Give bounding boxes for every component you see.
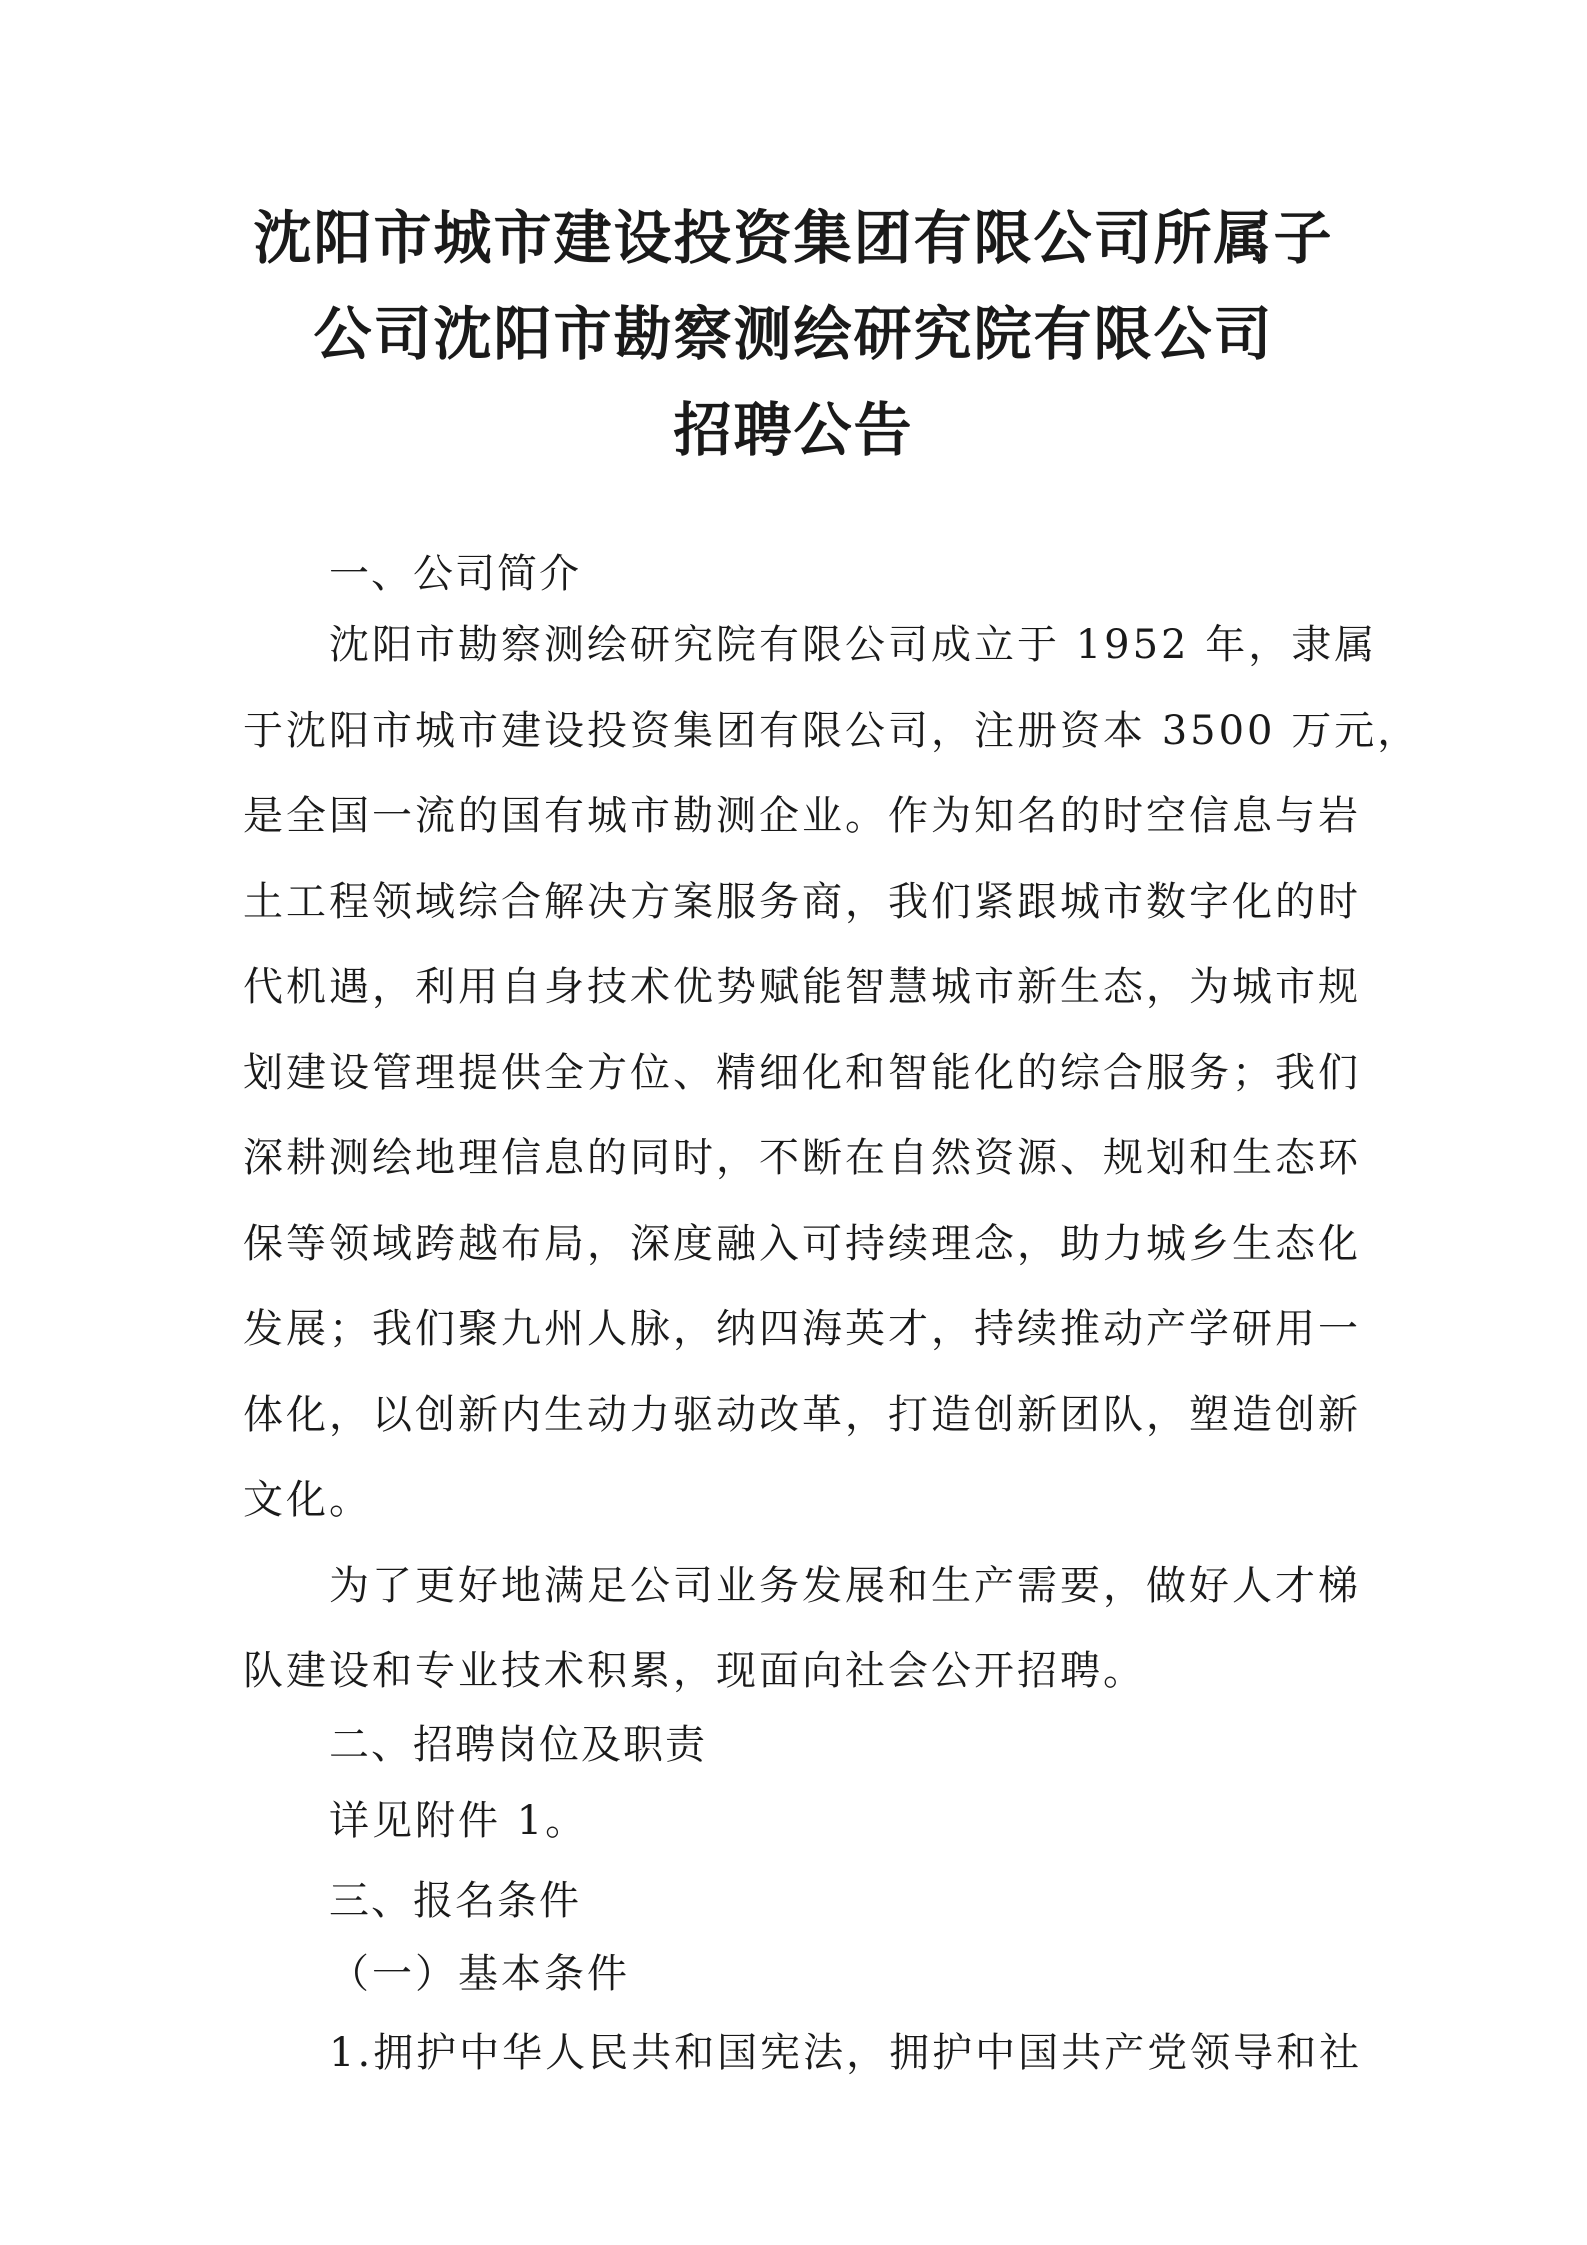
list-item: 1.拥护中华人民共和国宪法，拥护中国共产党领导和社 [329, 2030, 1363, 2076]
section-2-heading: 二、招聘岗位及职责 [329, 1722, 707, 1768]
paragraph-line: 为了更好地满足公司业务发展和生产需要，做好人才梯 [329, 1563, 1361, 1609]
paragraph-line: 深耕测绘地理信息的同时，不断在自然资源、规划和生态环 [243, 1135, 1361, 1181]
paragraph-line: 队建设和专业技术积累，现面向社会公开招聘。 [243, 1648, 1146, 1694]
paragraph-line: 体化，以创新内生动力驱动改革，打造创新团队，塑造创新 [243, 1392, 1361, 1438]
section-3-sub-heading: （一）基本条件 [329, 1951, 630, 1997]
title-line-2: 公司沈阳市勘察测绘研究院有限公司 [313, 300, 1274, 368]
paragraph-line: 土工程领域综合解决方案服务商，我们紧跟城市数字化的时 [243, 879, 1361, 925]
title-line-1: 沈阳市城市建设投资集团有限公司所属子 [253, 204, 1334, 272]
section-1-heading: 一、公司简介 [329, 551, 581, 597]
paragraph-line: 是全国一流的国有城市勘测企业。作为知名的时空信息与岩 [243, 793, 1361, 839]
paragraph-line: 代机遇，利用自身技术优势赋能智慧城市新生态，为城市规 [243, 964, 1361, 1010]
paragraph-line: 沈阳市勘察测绘研究院有限公司成立于 1952 年，隶属 [329, 622, 1378, 668]
paragraph-line: 文化。 [243, 1477, 372, 1523]
section-3-heading: 三、报名条件 [329, 1878, 581, 1924]
paragraph-line: 保等领域跨越布局，深度融入可持续理念，助力城乡生态化 [243, 1221, 1361, 1267]
document-title [0, 190, 1587, 478]
title-line-3: 招聘公告 [673, 396, 914, 464]
paragraph-line: 于沈阳市城市建设投资集团有限公司，注册资本 3500 万元， [243, 708, 1421, 754]
paragraph-line: 划建设管理提供全方位、精细化和智能化的综合服务；我们 [243, 1050, 1361, 1096]
paragraph-line: 发展；我们聚九州人脉，纳四海英才，持续推动产学研用一 [243, 1306, 1361, 1352]
section-2-text: 详见附件 1。 [329, 1798, 589, 1844]
